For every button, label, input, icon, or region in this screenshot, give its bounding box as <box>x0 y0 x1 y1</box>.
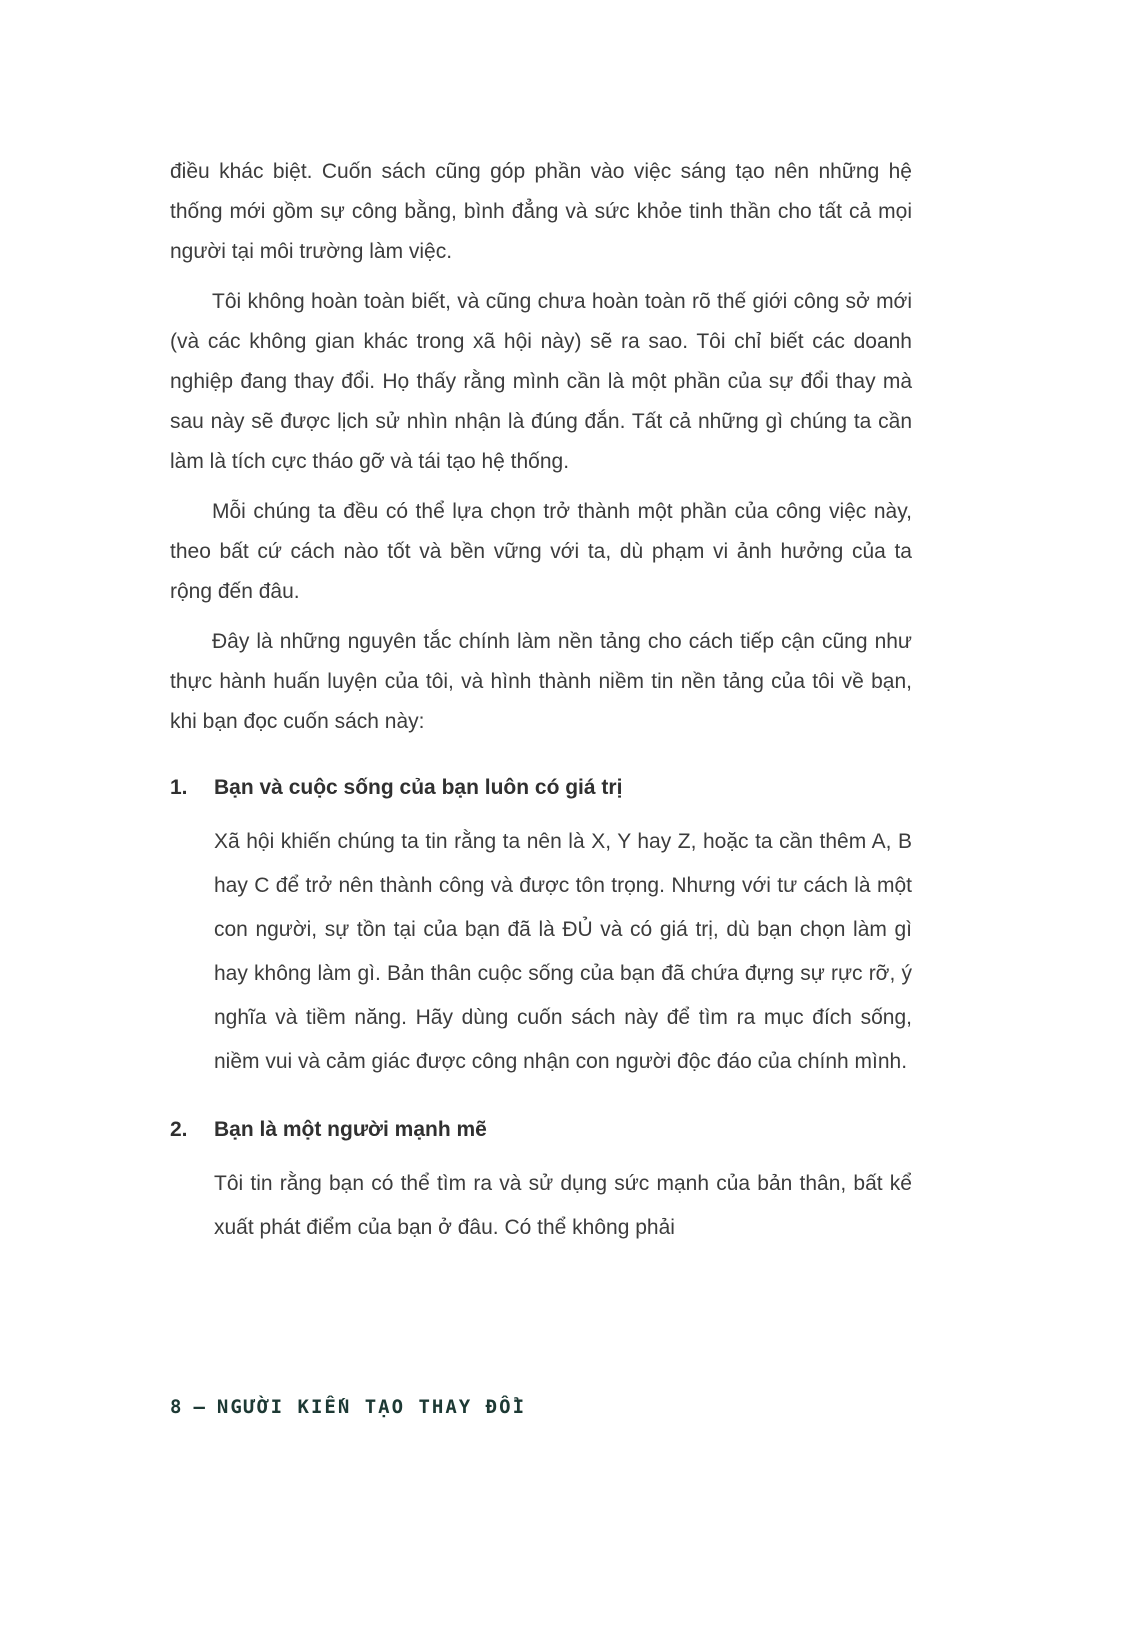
paragraph: Đây là những nguyên tắc chính làm nền tảng cho cách tiếp cận cũng như thực hành huấn luyện của tôi, và hình thành niềm tin nền tảng của tôi về bạn, khi bạn đọc cuốn sách này: <box>170 630 912 733</box>
list-item-heading: Bạn và cuộc sống của bạn luôn có giá trị <box>214 776 623 799</box>
list-item-number: 2. <box>170 1118 188 1141</box>
list-item-body: Tôi tin rằng bạn có thể tìm ra và sử dụng sức mạnh của bản thân, bất kể xuất phát điểm của bạn ở đâu. Có thể không phải <box>214 1172 912 1239</box>
list-item <box>170 1110 912 1250</box>
paragraph: Tôi không hoàn toàn biết, và cũng chưa hoàn toàn rõ thế giới công sở mới (và các không gian khác trong xã hội này) sẽ ra sao. Tôi chỉ biết các doanh nghiệp đang thay đổi. Họ thấy rằng mình cần là một phần của sự đổi thay mà sau này sẽ được lịch sử nhìn nhận là đúng đắn. Tất cả những gì chúng ta cần làm là tích cực tháo gỡ và tái tạo hệ thống. <box>170 290 912 473</box>
list-item-body: Xã hội khiến chúng ta tin rằng ta nên là X, Y hay Z, hoặc ta cần thêm A, B hay C để trở nên thành công và được tôn trọng. Nhưng với tư cách là một con người, sự tồn tại của bạn đã là ĐỦ và có giá trị, dù bạn chọn làm gì hay không làm gì. Bản thân cuộc sống của bạn đã chứa đựng sự rực rỡ, ý nghĩa và tiềm năng. Hãy dùng cuốn sách này để tìm ra mục đích sống, niềm vui và cảm giác được công nhận con người độc đáo của chính mình. <box>214 830 912 1073</box>
page-footer <box>170 1396 526 1418</box>
paragraph-continuation: điều khác biệt. Cuốn sách cũng góp phần vào việc sáng tạo nên những hệ thống mới gồm sự công bằng, bình đẳng và sức khỏe tinh thần cho tất cả mọi người tại môi trường làm việc. <box>170 160 912 263</box>
book-title: NGƯỜI KIẾN TẠO THAY ĐỔI <box>216 1396 527 1418</box>
paragraph: Mỗi chúng ta đều có thể lựa chọn trở thành một phần của công việc này, theo bất cứ cách nào tốt và bền vững với ta, dù phạm vi ảnh hưởng của ta rộng đến đâu. <box>170 500 912 603</box>
page-content <box>170 152 912 1250</box>
list-item <box>170 768 912 1084</box>
list-item-number: 1. <box>170 776 188 799</box>
list-item-heading: Bạn là một người mạnh mẽ <box>214 1118 487 1141</box>
footer-separator: – <box>193 1396 207 1418</box>
page-number: 8 <box>170 1396 184 1418</box>
